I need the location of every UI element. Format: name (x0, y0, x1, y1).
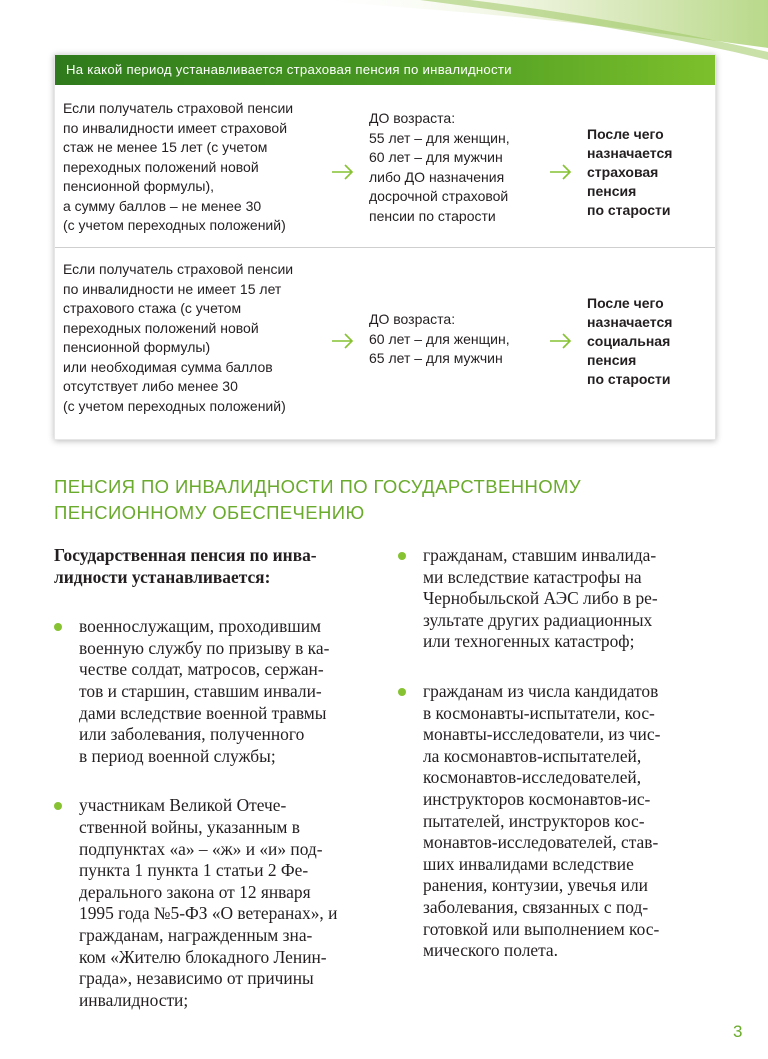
list-item: военнослужащим, проходившим военную службу по призыву в ка- честве солдат, матросов, сержан- тов и старшин, ставшим инвали- дами вследствие военной травмы или заболевания, полученного в период военной службы; (54, 616, 374, 767)
left-column (54, 545, 374, 1011)
condition-text: Если получатель страховой пенсии по инвалидности не имеет 15 лет страхового стажа (с учетом переходных положений новой пенсионной формулы) или необходимая сумма баллов отсутствует либо менее 30 (с учетом переходных положений) (63, 261, 294, 414)
list-item: гражданам из числа кандидатов в космонавты-испытатели, кос- монавты-исследователи, из чис- ла космонавтов-испытателей, космонавтов-исследователей, инструкторов космонавтов-ис- пытателей, инструкторов кос- монавтов-исследователей, став- ших инвалидами вследствие ранения, контузии, увечья или заболевания, связанных с под- готовкой или выполнением кос- мического полета. (398, 681, 716, 962)
arrow-right-icon (331, 332, 355, 350)
age-text: ДО возраста: 55 лет – для женщин, 60 лет – для мужчин либо ДО назначения досрочной страховой пенсии по старости (369, 110, 510, 224)
bullet-icon (398, 552, 406, 560)
result-text: После чего назначается социальная пенсия по старости (587, 295, 673, 387)
age-text: ДО возраста: 60 лет – для женщин, 65 лет – для мужчин (369, 311, 510, 366)
section-title: ПЕНСИЯ ПО ИНВАЛИДНОСТИ ПО ГОСУДАРСТВЕННОМУ ПЕНСИОННОМУ ОБЕСПЕЧЕНИЮ (54, 476, 581, 523)
list-item: участникам Великой Отече- ственной войны, указанным в подпунктах «а» – «ж» и «и» под- пункта 1 пункта 1 статьи 2 Фе- дерального закона от 12 января 1995 года №5-ФЗ «О ветеранах», и гражданам, награжденным зна- ком «Жителю блокадного Ленин- града», независимо от причины инвалидности; (54, 795, 374, 1011)
list-item: гражданам, ставшим инвалида- ми вследствие катастрофы на Чернобыльской АЭС либо в ре- зультате других радиационных или техногенных катастроф; (398, 545, 716, 653)
bullet-icon (398, 688, 406, 696)
pension-period-table (54, 54, 716, 440)
table-header: На какой период устанавливается страховая пенсия по инвалидности (55, 55, 715, 85)
arrow-right-icon (549, 332, 573, 350)
condition-text: Если получатель страховой пенсии по инвалидности имеет страховой стаж не менее 15 лет (с учетом переходных положений новой пенсионной формулы), а сумму баллов – не менее 30 (с учетом переходных положений) (63, 100, 294, 233)
right-column (398, 545, 716, 962)
arrow-right-icon (331, 163, 355, 181)
lead-text: Государственная пенсия по инва- лидности устанавливается: (54, 545, 317, 587)
arrow-right-icon (549, 163, 573, 181)
result-text: После чего назначается страховая пенсия по старости (587, 126, 673, 218)
table-row (55, 247, 715, 434)
table-row (55, 85, 715, 247)
bullet-icon (54, 623, 62, 631)
page-number: 3 (733, 1022, 743, 1041)
bullet-icon (54, 802, 62, 810)
